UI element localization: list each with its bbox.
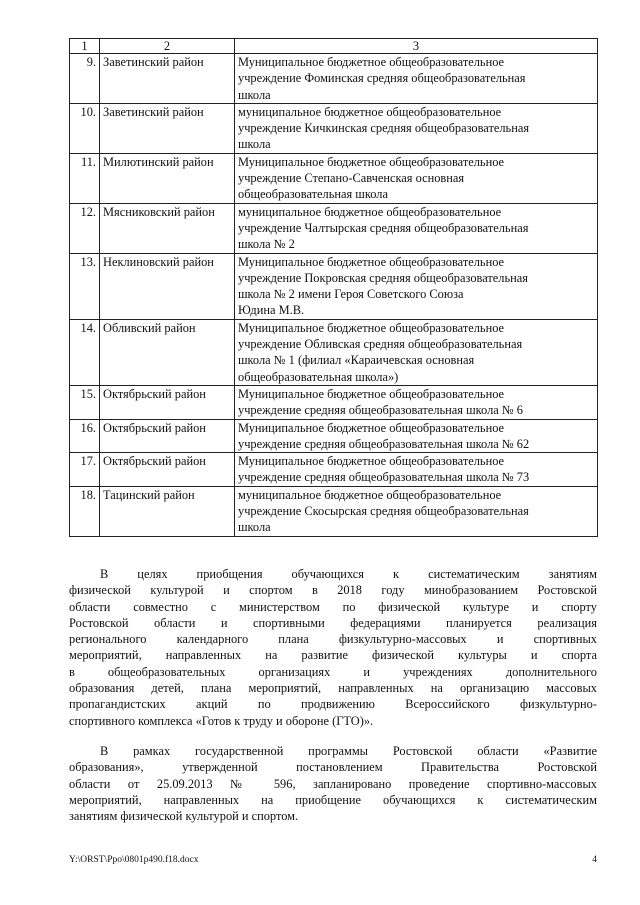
header-cell-3: 3: [235, 39, 598, 54]
institution-line: Муниципальное бюджетное общеобразовательное: [238, 454, 505, 469]
schools-table-body: [70, 39, 598, 537]
district-cell: Октябрьский район: [100, 419, 235, 453]
table-row: [70, 453, 598, 487]
paragraph-line: в общеобразовательных организациях и учреждениях дополнительного: [69, 664, 597, 679]
table-header-row: [70, 39, 598, 54]
paragraph-line: области совместно с министерством по физической культуре и спорту: [69, 599, 597, 614]
institution-line: учреждение Покровская средняя общеобразовательная: [238, 270, 528, 285]
institution-line: учреждение средняя общеобразовательная школа № 6: [238, 403, 523, 418]
institution-cell: [235, 54, 598, 104]
paragraph-line: спортивного комплекса «Готов к труду и обороне (ГТО)».: [69, 713, 374, 728]
paragraph-line: регионального календарного плана физкультурно-массовых и спортивных: [69, 632, 597, 647]
institution-cell: [235, 486, 598, 536]
institution-cell: [235, 419, 598, 453]
table-row: [70, 385, 598, 419]
institution-cell: [235, 453, 598, 487]
row-number: 10.: [70, 103, 100, 153]
file-path: Y:\ORST\Ppo\0801p490.f18.docx: [69, 855, 199, 865]
institution-line: учреждение средняя общеобразовательная школа № 62: [238, 436, 530, 451]
paragraph-line: образования», утвержденной постановлением Правительства Ростовской: [69, 760, 597, 775]
row-number: 17.: [70, 453, 100, 487]
institution-line: Муниципальное бюджетное общеобразовательное: [238, 154, 505, 169]
institution-line: школа № 2 имени Героя Советского Союза: [238, 287, 464, 302]
institution-line: учреждение Степано-Савченская основная: [238, 171, 465, 186]
institution-line: Муниципальное бюджетное общеобразовательное: [238, 420, 505, 435]
institution-cell: [235, 385, 598, 419]
paragraph-line: занятиям физической культурой и спортом.: [69, 809, 299, 824]
institution-line: Муниципальное бюджетное общеобразовательное: [238, 320, 505, 335]
paragraph-state-program: [69, 743, 597, 824]
paragraph-line: физической культурой и спортом в 2018 году минобразованием Ростовской: [69, 583, 597, 598]
table-row: [70, 319, 598, 385]
header-cell-1: 1: [70, 39, 100, 54]
institution-line: учреждение Чалтырская средняя общеобразовательная: [238, 220, 529, 235]
paragraph-line: пропагандистских акций по продвижению Всероссийского физкультурно-: [69, 697, 597, 712]
institution-cell: [235, 203, 598, 253]
table-row: [70, 103, 598, 153]
district-cell: Неклиновский район: [100, 253, 235, 319]
page-number: 4: [592, 855, 597, 865]
institution-line: Муниципальное бюджетное общеобразовательное: [238, 386, 505, 401]
paragraph-line: мероприятий, направленных на развитие физической культуры и спорта: [69, 648, 597, 663]
paragraph-physical-culture-plan: [69, 566, 597, 729]
institution-cell: [235, 253, 598, 319]
row-number: 9.: [70, 54, 100, 104]
table-row: [70, 54, 598, 104]
institution-line: Юдина М.В.: [238, 303, 305, 318]
row-number: 18.: [70, 486, 100, 536]
institution-line: учреждение Обливская средняя общеобразовательная: [238, 337, 523, 352]
institution-line: школа: [238, 137, 271, 152]
district-cell: Мясниковский район: [100, 203, 235, 253]
institution-line: учреждение Скосырская средняя общеобразовательная: [238, 504, 529, 519]
institution-line: школа № 2: [238, 237, 295, 252]
row-number: 12.: [70, 203, 100, 253]
district-cell: Октябрьский район: [100, 453, 235, 487]
institution-line: школа: [238, 520, 271, 535]
institution-line: муниципальное бюджетное общеобразовательное: [238, 104, 502, 119]
district-cell: Милютинский район: [100, 153, 235, 203]
district-cell: Заветинский район: [100, 54, 235, 104]
row-number: 13.: [70, 253, 100, 319]
institution-cell: [235, 103, 598, 153]
institution-line: школа № 1 (филиал «Караичевская основная: [238, 353, 475, 368]
paragraph-line: В целях приобщения обучающихся к систематическим занятиям: [100, 567, 597, 581]
institution-line: учреждение Кичкинская средняя общеобразовательная: [238, 121, 530, 136]
table-row: [70, 203, 598, 253]
row-number: 11.: [70, 153, 100, 203]
table-row: [70, 253, 598, 319]
district-cell: Заветинский район: [100, 103, 235, 153]
institution-line: муниципальное бюджетное общеобразовательное: [238, 487, 502, 502]
table-row: [70, 153, 598, 203]
institution-line: общеобразовательная школа»): [238, 369, 399, 384]
paragraph-line: мероприятий, направленных на приобщение обучающихся к систематическим: [69, 792, 597, 807]
paragraph-line: Ростовской области и спортивными федерациями планируется реализация: [69, 615, 597, 630]
institution-line: общеобразовательная школа: [238, 187, 388, 202]
district-cell: Октябрьский район: [100, 385, 235, 419]
institution-cell: [235, 153, 598, 203]
table-row: [70, 486, 598, 536]
row-number: 16.: [70, 419, 100, 453]
schools-table: [69, 38, 598, 537]
institution-line: учреждение средняя общеобразовательная школа № 73: [238, 470, 530, 485]
institution-line: муниципальное бюджетное общеобразовательное: [238, 204, 502, 219]
paragraph-line: образования детей, плана мероприятий, направленных на организацию массовых: [69, 681, 597, 696]
table-row: [70, 419, 598, 453]
institution-line: школа: [238, 87, 271, 102]
paragraph-line: В рамках государственной программы Ростовской области «Развитие: [100, 744, 597, 758]
district-cell: Тацинский район: [100, 486, 235, 536]
paragraph-line: области от 25.09.2013 № 596, запланировано проведение спортивно-массовых: [69, 776, 597, 791]
header-cell-2: 2: [100, 39, 235, 54]
institution-line: учреждение Фоминская средняя общеобразовательная: [238, 71, 526, 86]
district-cell: Обливский район: [100, 319, 235, 385]
institution-line: Муниципальное бюджетное общеобразовательное: [238, 254, 505, 269]
institution-cell: [235, 319, 598, 385]
row-number: 14.: [70, 319, 100, 385]
row-number: 15.: [70, 385, 100, 419]
institution-line: Муниципальное бюджетное общеобразовательное: [238, 55, 505, 69]
